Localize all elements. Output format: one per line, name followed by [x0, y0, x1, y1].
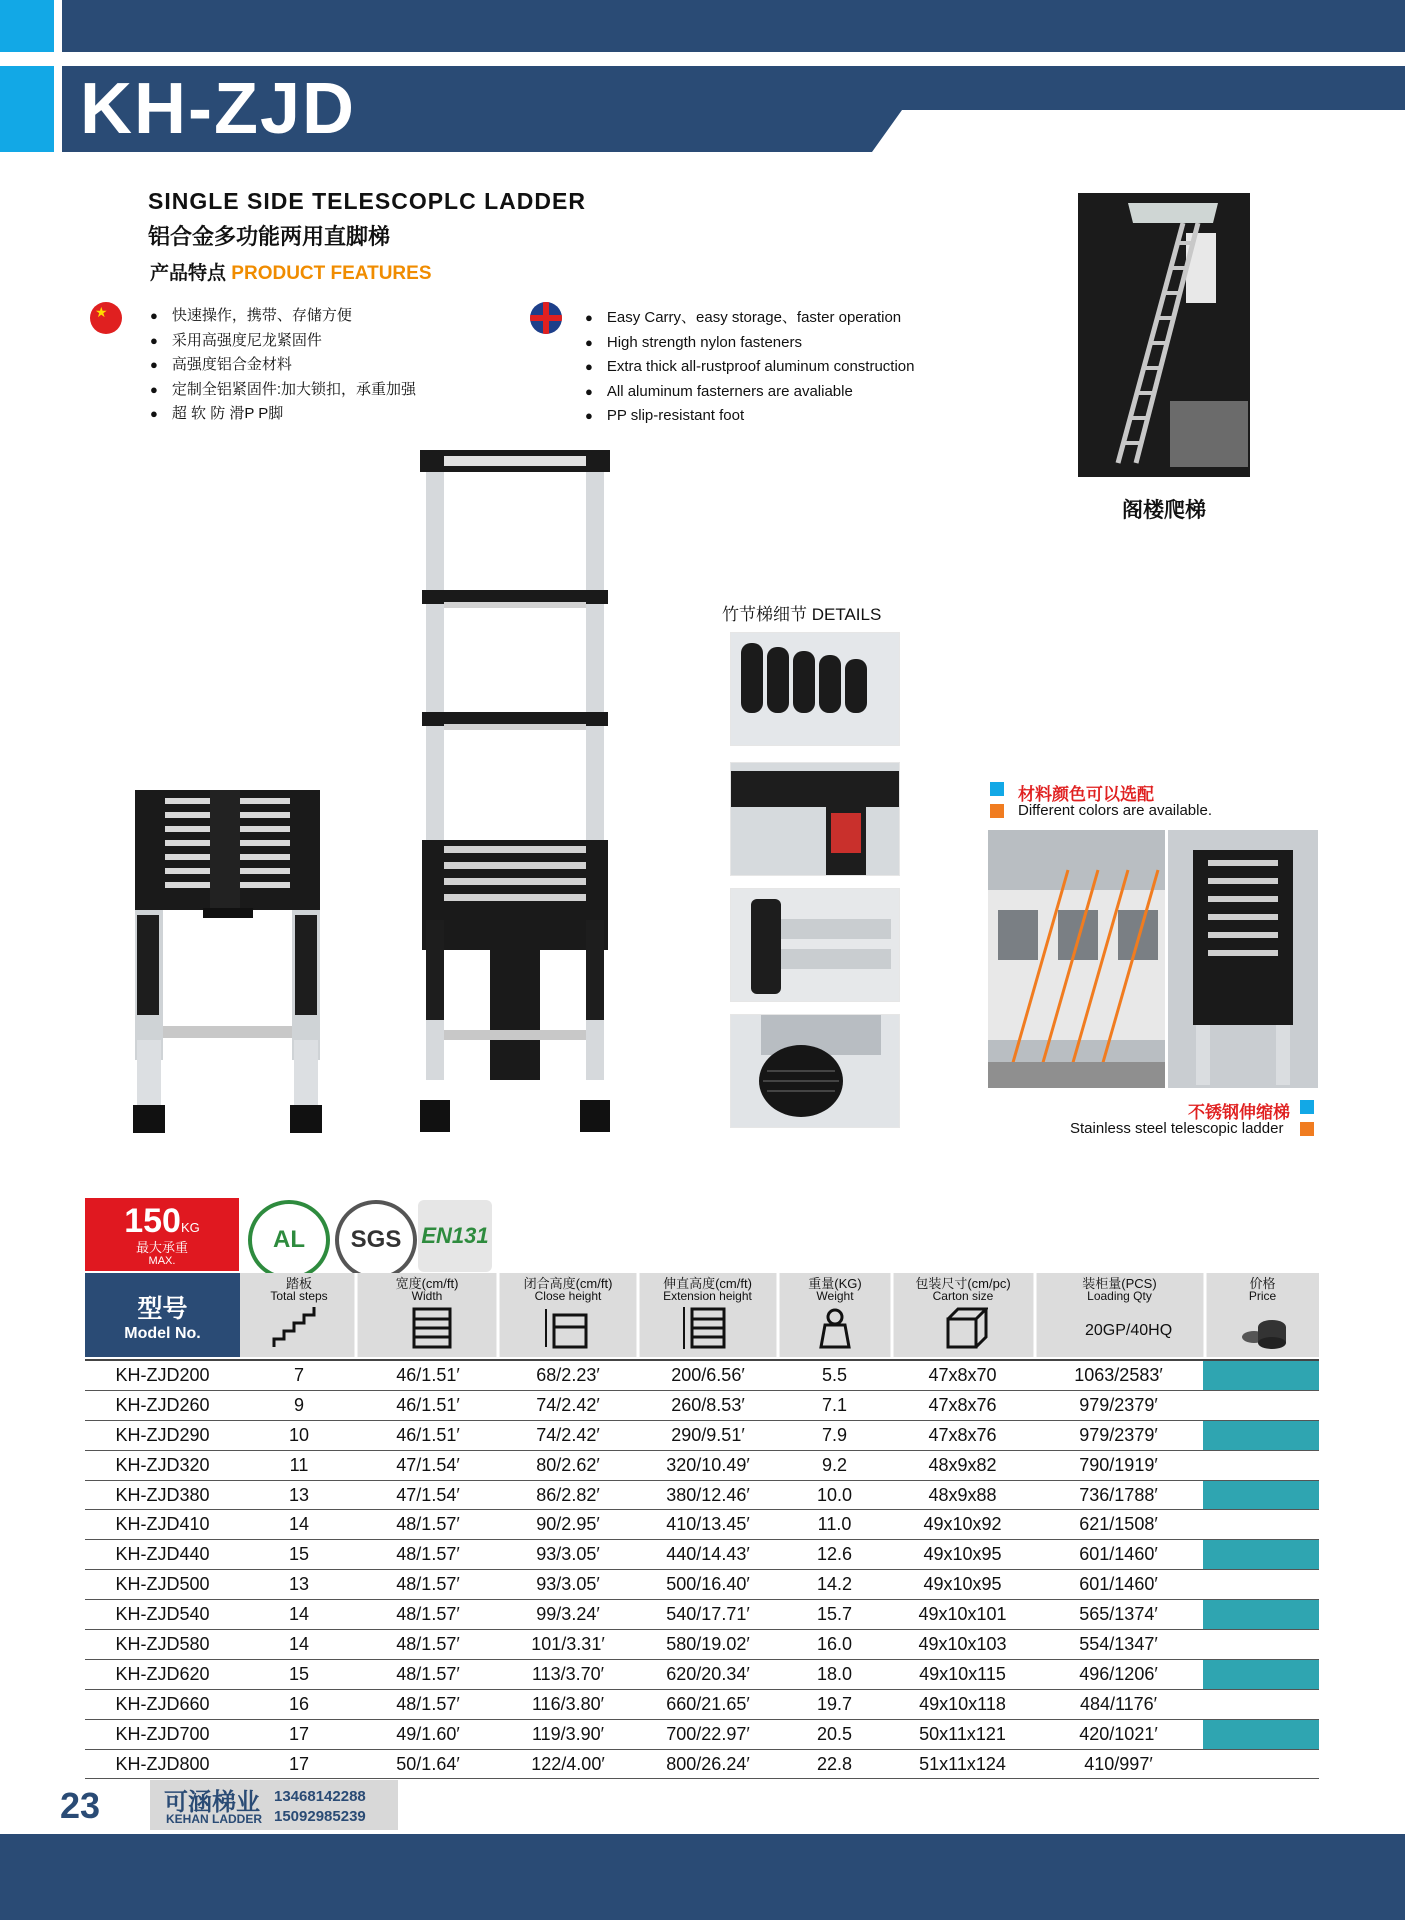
col-header-close-height: 闭合高度(cm/ft) Close height	[523, 1276, 613, 1303]
table-cell: 11.0	[778, 1510, 891, 1540]
coins-icon	[1238, 1307, 1290, 1349]
capacity-label-cn: 最大承重	[135, 1240, 188, 1255]
table-cell: 17	[240, 1719, 358, 1749]
table-cell: 11	[240, 1450, 358, 1480]
features-heading-cn: 产品特点	[150, 263, 227, 284]
table-cell: 200/6.56′	[638, 1360, 778, 1390]
table-cell: 119/3.90′	[498, 1719, 638, 1749]
table-cell: 48/1.57′	[358, 1540, 498, 1570]
table-cell: 496/1206′	[1034, 1659, 1203, 1689]
table-cell: 14	[240, 1600, 358, 1630]
table-cell: 48x9x82	[891, 1450, 1034, 1480]
table-cell: 49x10x92	[891, 1510, 1034, 1540]
extension-height-icon	[680, 1307, 728, 1349]
table-row	[85, 1540, 1319, 1570]
table-cell: 620/20.34′	[638, 1659, 778, 1689]
folded-ladder-photo	[125, 790, 330, 1135]
table-cell: KH-ZJD540	[85, 1600, 240, 1630]
table-cell: 320/10.49′	[638, 1450, 778, 1480]
feature-en: ● All aluminum fasterners are avaliable	[585, 380, 914, 405]
table-cell: 48/1.57′	[358, 1689, 498, 1719]
table-cell: 46/1.51′	[358, 1360, 498, 1390]
table-cell: 621/1508′	[1034, 1510, 1203, 1540]
header-separators	[240, 1273, 1320, 1357]
col-header-extension-height: 伸直高度(cm/ft) Extension height	[663, 1276, 752, 1303]
table-cell: 48/1.57′	[358, 1630, 498, 1660]
page-title: KH-ZJD	[80, 69, 356, 149]
table-cell: 50/1.64′	[358, 1749, 498, 1779]
feature-en: ● High strength nylon fasteners	[585, 331, 914, 356]
table-row	[85, 1510, 1319, 1540]
table-cell: 47/1.54′	[358, 1480, 498, 1510]
feature-cn: ● 高强度铝合金材料	[150, 353, 416, 378]
capacity-label-max: MAX.	[148, 1255, 176, 1267]
table-cell: KH-ZJD380	[85, 1480, 240, 1510]
table-cell: 46/1.51′	[358, 1420, 498, 1450]
table-cell: 51x11x124	[891, 1749, 1034, 1779]
price-cell	[1203, 1480, 1319, 1510]
feature-cn: ● 采用高强度尼龙紧固件	[150, 329, 416, 354]
detail-photo-1	[730, 632, 900, 746]
table-cell: 20.5	[778, 1719, 891, 1749]
table-cell: 420/1021′	[1034, 1719, 1203, 1749]
features-list-cn	[150, 304, 416, 427]
table-cell: 49x10x103	[891, 1630, 1034, 1660]
table-cell: 7	[240, 1360, 358, 1390]
col-header-loading-qty: 装柜量(PCS) Loading Qty	[1082, 1276, 1157, 1303]
feature-cn: ● 快速操作，携带、存储方便	[150, 304, 416, 329]
table-cell: 93/3.05′	[498, 1570, 638, 1600]
table-cell: KH-ZJD440	[85, 1540, 240, 1570]
table-cell: KH-ZJD620	[85, 1659, 240, 1689]
table-cell: 48x9x88	[891, 1480, 1034, 1510]
price-cell	[1203, 1450, 1319, 1480]
model-header-en: Model No.	[124, 1325, 201, 1342]
table-cell: 47x8x76	[891, 1420, 1034, 1450]
col-header-weight: 重量(KG) Weight	[808, 1276, 862, 1303]
table-cell: 500/16.40′	[638, 1570, 778, 1600]
price-cell	[1203, 1689, 1319, 1719]
table-cell: 15	[240, 1540, 358, 1570]
table-cell: KH-ZJD500	[85, 1570, 240, 1600]
table-cell: 48/1.57′	[358, 1510, 498, 1540]
price-cell	[1203, 1570, 1319, 1600]
table-cell: 80/2.62′	[498, 1450, 638, 1480]
table-cell: 74/2.42′	[498, 1420, 638, 1450]
sgs-cert-badge: SGS	[335, 1200, 417, 1280]
table-cell: 540/17.71′	[638, 1600, 778, 1630]
feature-cn: ● 超 软 防 滑P P脚	[150, 402, 416, 427]
table-cell: 122/4.00′	[498, 1749, 638, 1779]
table-cell: 601/1460′	[1034, 1540, 1203, 1570]
table-cell: 660/21.65′	[638, 1689, 778, 1719]
table-row	[85, 1630, 1319, 1660]
phone-2: 15092985239	[274, 1808, 366, 1825]
capacity-unit: KG	[180, 1220, 200, 1235]
table-cell: 86/2.82′	[498, 1480, 638, 1510]
footer-brand-box	[150, 1780, 398, 1830]
price-cell	[1203, 1390, 1319, 1420]
table-cell: KH-ZJD290	[85, 1420, 240, 1450]
table-cell: 9.2	[778, 1450, 891, 1480]
table-cell: 22.8	[778, 1749, 891, 1779]
table-cell: KH-ZJD260	[85, 1390, 240, 1420]
feature-en: ● Extra thick all-rustproof aluminum construction	[585, 355, 914, 380]
stainless-caption-en: Stainless steel telescopic ladder	[1070, 1120, 1284, 1137]
uk-flag-icon	[530, 302, 562, 334]
features-list-en	[585, 306, 914, 429]
table-cell: 46/1.51′	[358, 1390, 498, 1420]
table-row	[85, 1719, 1319, 1749]
table-cell: 49x10x95	[891, 1540, 1034, 1570]
details-caption: 竹节梯细节 DETAILS	[722, 605, 882, 624]
table-row	[85, 1450, 1319, 1480]
price-cell	[1203, 1600, 1319, 1630]
orange-swatch	[990, 804, 1004, 818]
feature-en: ● PP slip-resistant foot	[585, 404, 914, 429]
table-cell: 410/997′	[1034, 1749, 1203, 1779]
table-cell: 7.1	[778, 1390, 891, 1420]
table-cell: 17	[240, 1749, 358, 1779]
table-cell: 47x8x76	[891, 1390, 1034, 1420]
table-cell: 116/3.80′	[498, 1689, 638, 1719]
table-cell: 49/1.60′	[358, 1719, 498, 1749]
table-cell: 580/19.02′	[638, 1630, 778, 1660]
table-row	[85, 1360, 1319, 1390]
page-number: 23	[60, 1785, 101, 1826]
table-cell: 49x10x115	[891, 1659, 1034, 1689]
table-cell: 99/3.24′	[498, 1600, 638, 1630]
table-cell: 14	[240, 1630, 358, 1660]
header-accent-top	[0, 0, 54, 52]
features-heading-en: PRODUCT FEATURES	[231, 263, 432, 284]
table-cell: 565/1374′	[1034, 1600, 1203, 1630]
blue-swatch	[1300, 1100, 1314, 1114]
col-header-price: 价格 Price	[1248, 1276, 1277, 1303]
brand-en: KEHAN LADDER	[166, 1812, 262, 1826]
brand-cn: 可涵梯业	[164, 1789, 260, 1816]
table-cell: 440/14.43′	[638, 1540, 778, 1570]
table-cell: 9	[240, 1390, 358, 1420]
table-cell: 484/1176′	[1034, 1689, 1203, 1719]
price-cell	[1203, 1630, 1319, 1660]
table-cell: 554/1347′	[1034, 1630, 1203, 1660]
table-cell: 13	[240, 1570, 358, 1600]
table-cell: KH-ZJD200	[85, 1360, 240, 1390]
footer-bar	[0, 1834, 1405, 1920]
colored-ladders-photo	[988, 830, 1165, 1088]
detail-photo-2	[730, 762, 900, 876]
table-row	[85, 1480, 1319, 1510]
capacity-value: 150	[124, 1202, 181, 1240]
table-cell: 90/2.95′	[498, 1510, 638, 1540]
blue-swatch	[990, 782, 1004, 796]
table-cell: 380/12.46′	[638, 1480, 778, 1510]
table-cell: 18.0	[778, 1659, 891, 1689]
table-cell: 19.7	[778, 1689, 891, 1719]
table-cell: 800/26.24′	[638, 1749, 778, 1779]
col-header-carton-size: 包装尺寸(cm/pc) Carton size	[915, 1276, 1011, 1303]
table-cell: 601/1460′	[1034, 1570, 1203, 1600]
table-cell: 14.2	[778, 1570, 891, 1600]
table-cell: KH-ZJD320	[85, 1450, 240, 1480]
price-cell	[1203, 1749, 1319, 1779]
table-cell: KH-ZJD700	[85, 1719, 240, 1749]
feature-en: ● Easy Carry、easy storage、faster operation	[585, 306, 914, 331]
price-cell	[1203, 1659, 1319, 1689]
spec-table-body	[85, 1360, 1319, 1779]
table-cell: 47/1.54′	[358, 1450, 498, 1480]
table-cell: 15.7	[778, 1600, 891, 1630]
loading-qty-sub: 20GP/40HQ	[1085, 1322, 1173, 1339]
product-title-cn: 铝合金多功能两用直脚梯	[148, 224, 391, 249]
carton-icon	[944, 1307, 988, 1349]
al-cert-badge: AL	[248, 1200, 330, 1280]
table-cell: 93/3.05′	[498, 1540, 638, 1570]
table-cell: 101/3.31′	[498, 1630, 638, 1660]
price-cell	[1203, 1719, 1319, 1749]
detail-photo-3	[730, 888, 900, 1002]
table-cell: 68/2.23′	[498, 1360, 638, 1390]
table-row	[85, 1390, 1319, 1420]
table-cell: 12.6	[778, 1540, 891, 1570]
col-header-steps: 踏板 Total steps	[270, 1276, 328, 1303]
table-cell: 790/1919′	[1034, 1450, 1203, 1480]
colors-caption-cn: 材料颜色可以选配	[1018, 785, 1154, 804]
col-header-width: 宽度(cm/ft) Width	[395, 1276, 459, 1303]
stainless-ladder-photo	[1168, 830, 1318, 1088]
header-accent-left	[0, 66, 54, 152]
product-title-en: SINGLE SIDE TELESCOPLC LADDER	[148, 188, 586, 214]
en131-cert-badge: EN131	[418, 1200, 492, 1272]
table-cell: 13	[240, 1480, 358, 1510]
features-heading	[150, 258, 432, 285]
capacity-badge	[85, 1198, 239, 1271]
table-cell: 14	[240, 1510, 358, 1540]
table-row	[85, 1659, 1319, 1689]
width-icon	[412, 1307, 452, 1349]
table-cell: 10.0	[778, 1480, 891, 1510]
table-row	[85, 1600, 1319, 1630]
table-cell: 290/9.51′	[638, 1420, 778, 1450]
table-cell: KH-ZJD410	[85, 1510, 240, 1540]
attic-ladder-photo	[1078, 193, 1250, 477]
table-cell: 10	[240, 1420, 358, 1450]
model-header-cn: 型号	[137, 1295, 188, 1323]
attic-caption: 阁楼爬梯	[1122, 499, 1206, 522]
table-cell: 410/13.45′	[638, 1510, 778, 1540]
table-cell: 50x11x121	[891, 1719, 1034, 1749]
table-cell: 113/3.70′	[498, 1659, 638, 1689]
weight-icon	[815, 1307, 855, 1349]
table-row	[85, 1749, 1319, 1779]
colors-caption-en: Different colors are available.	[1018, 802, 1212, 819]
price-cell	[1203, 1420, 1319, 1450]
table-cell: 74/2.42′	[498, 1390, 638, 1420]
table-cell: KH-ZJD580	[85, 1630, 240, 1660]
table-cell: 49x10x118	[891, 1689, 1034, 1719]
table-cell: KH-ZJD660	[85, 1689, 240, 1719]
price-cell	[1203, 1510, 1319, 1540]
close-height-icon	[542, 1307, 590, 1349]
spec-table	[85, 1359, 1319, 1779]
price-cell	[1203, 1540, 1319, 1570]
table-row	[85, 1570, 1319, 1600]
table-cell: 260/8.53′	[638, 1390, 778, 1420]
table-cell: 49x10x95	[891, 1570, 1034, 1600]
table-cell: 736/1788′	[1034, 1480, 1203, 1510]
table-cell: 47x8x70	[891, 1360, 1034, 1390]
phone-1: 13468142288	[274, 1788, 366, 1805]
table-cell: 49x10x101	[891, 1600, 1034, 1630]
extended-ladder-photo	[418, 450, 613, 1135]
table-cell: 1063/2583′	[1034, 1360, 1203, 1390]
price-cell	[1203, 1360, 1319, 1390]
steps-icon	[272, 1307, 324, 1349]
table-cell: 48/1.57′	[358, 1600, 498, 1630]
table-cell: 15	[240, 1659, 358, 1689]
table-cell: 16	[240, 1689, 358, 1719]
table-cell: 16.0	[778, 1630, 891, 1660]
table-cell: 7.9	[778, 1420, 891, 1450]
table-cell: 5.5	[778, 1360, 891, 1390]
table-cell: 700/22.97′	[638, 1719, 778, 1749]
table-cell: 48/1.57′	[358, 1659, 498, 1689]
feature-cn: ● 定制全铝紧固件:加大锁扣，承重加强	[150, 378, 416, 403]
table-row	[85, 1689, 1319, 1719]
table-cell: 48/1.57′	[358, 1570, 498, 1600]
header-bar-top	[62, 0, 1405, 52]
table-cell: 979/2379′	[1034, 1420, 1203, 1450]
model-header	[85, 1273, 240, 1357]
orange-swatch	[1300, 1122, 1314, 1136]
table-cell: 979/2379′	[1034, 1390, 1203, 1420]
detail-photo-4	[730, 1014, 900, 1128]
china-flag-icon	[90, 302, 122, 334]
stainless-caption-cn: 不锈钢伸缩梯	[1188, 1103, 1290, 1122]
table-cell: KH-ZJD800	[85, 1749, 240, 1779]
table-row	[85, 1420, 1319, 1450]
